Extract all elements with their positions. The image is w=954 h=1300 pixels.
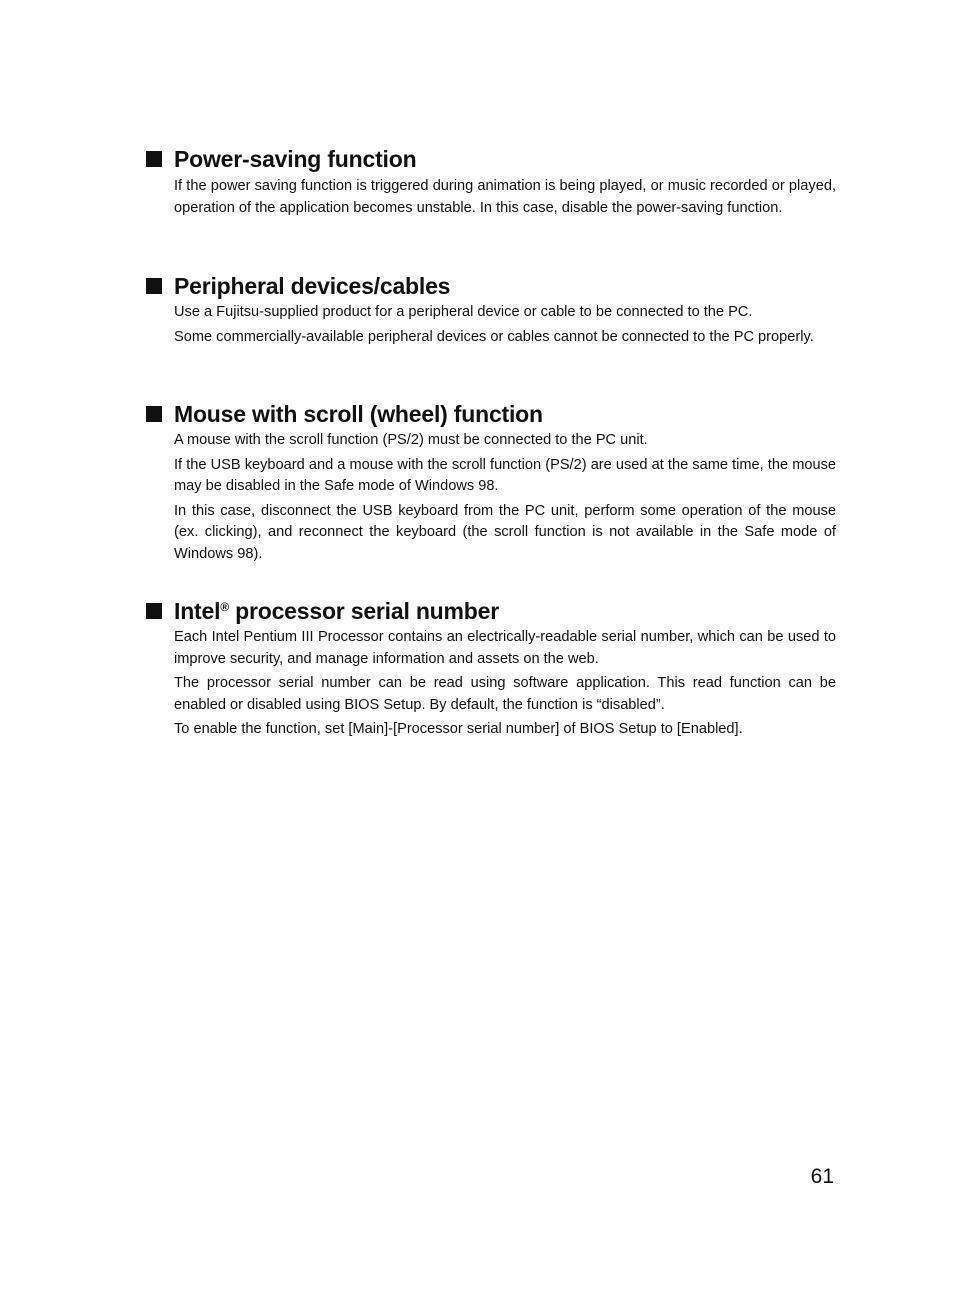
section-title [174,598,499,625]
paragraph: A mouse with the scroll function (PS/2) must be connected to the PC unit. [174,432,648,448]
square-bullet-icon [146,406,162,422]
registered-mark: ® [220,599,229,614]
paragraph: If the power saving function is triggered during animation is being played, or music recorded or played, operation of the application becomes unstable. In this case, disable the power-saving function. [174,178,836,216]
section-processor-serial [146,596,836,741]
title-prefix: Intel [174,597,221,624]
square-bullet-icon [146,603,162,619]
section-title: Power-saving function [174,145,417,172]
paragraph: In this case, disconnect the USB keyboard from the PC unit, perform some operation of the mouse (ex. clicking), and reconnect the keyboard (the scroll function is not available in the Safe mode of Windows 98). [174,502,836,562]
section-body [174,302,836,348]
section-heading [146,399,836,429]
paragraph: If the USB keyboard and a mouse with the scroll function (PS/2) are used at the same time, the mouse may be disabled in the Safe mode of Windows 98. [174,456,836,495]
section-power-saving [146,144,836,219]
section-body [174,627,836,741]
square-bullet-icon [146,151,162,167]
paragraph: The processor serial number can be read using software application. This read function can be enabled or disabled using BIOS Setup. By default, the function is “disabled”. [174,675,836,713]
section-title: Mouse with scroll (wheel) function [174,400,543,427]
section-peripheral-devices [146,271,836,348]
paragraph: Use a Fujitsu-supplied product for a peripheral device or cable to be connected to the PC. [174,304,753,320]
section-heading [146,271,836,301]
section-body [174,176,836,219]
section-heading [146,144,836,174]
title-suffix: processor serial number [228,597,499,624]
section-title: Peripheral devices/cables [174,272,451,299]
page-number: 61 [810,1165,834,1188]
section-heading [146,596,836,626]
paragraph: Some commercially-available peripheral devices or cables cannot be connected to the PC properly. [174,328,814,345]
section-body [174,430,836,566]
paragraph: To enable the function, set [Main]-[Processor serial number] of BIOS Setup to [Enabled]. [174,721,743,738]
paragraph: Each Intel Pentium III Processor contains an electrically-readable serial number, which can be used to improve security, and manage information and assets on the web. [174,629,836,667]
square-bullet-icon [146,278,162,294]
section-mouse-scroll [146,399,836,566]
